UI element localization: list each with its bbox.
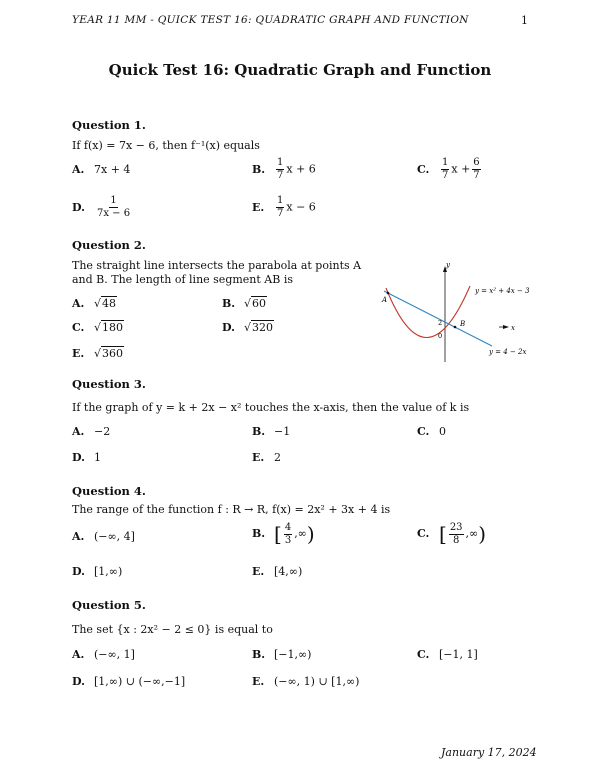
q2-option-e[interactable]	[72, 347, 124, 360]
q4-option-e[interactable]	[252, 565, 302, 578]
fraction-denominator: 7	[277, 208, 284, 219]
left-bracket: [	[439, 522, 447, 546]
question-5-stem: The set {x : 2x² − 2 ≤ 0} is equal to	[72, 623, 273, 636]
option-label: E.	[252, 675, 265, 688]
fraction	[96, 196, 131, 219]
option-label: C.	[417, 162, 430, 176]
question-5-heading: Question 5.	[72, 598, 146, 612]
q4-option-a[interactable]	[72, 530, 135, 543]
fraction-denominator: 7x − 6	[97, 208, 131, 219]
fraction	[472, 158, 480, 181]
fraction-denominator: 7	[277, 170, 284, 181]
right-paren: )	[306, 522, 315, 546]
option-text: x − 6	[286, 200, 316, 214]
question-4-heading: Question 4.	[72, 484, 146, 498]
radicand: 60	[252, 297, 267, 310]
question-2-stem-line-1: The straight line intersects the parabola at points A	[72, 259, 362, 272]
fraction-denominator: 8	[452, 534, 460, 546]
square-root: √48	[94, 297, 117, 310]
q2-option-c[interactable]	[72, 321, 124, 334]
option-label: C.	[417, 648, 430, 661]
q4-option-d[interactable]	[72, 565, 122, 578]
radicand: 320	[252, 321, 274, 334]
fraction	[449, 523, 464, 546]
tick-label: 2	[438, 319, 443, 327]
q4-option-c[interactable]	[417, 522, 486, 546]
right-paren: )	[478, 522, 487, 546]
page-number: 1	[521, 14, 528, 27]
question-4-stem: The range of the function f : R → R, f(x) = 2x² + 3x + 4 is	[72, 503, 391, 516]
y-axis-label: y	[446, 261, 450, 269]
q2-option-d[interactable]	[222, 321, 274, 334]
option-label: C.	[417, 425, 430, 438]
option-text: x + 6	[286, 162, 316, 176]
radicand: 180	[102, 321, 124, 334]
q5-option-d[interactable]	[72, 675, 185, 688]
q2-option-a[interactable]	[72, 297, 117, 310]
q4-option-b[interactable]	[252, 522, 315, 546]
question-3-heading: Question 3.	[72, 377, 146, 391]
q3-option-a[interactable]	[72, 425, 110, 438]
x-axis-label: x	[511, 324, 515, 332]
point-b-marker	[454, 326, 457, 329]
q3-option-b[interactable]	[252, 425, 290, 438]
radicand: 48	[102, 297, 117, 310]
q2-option-b[interactable]	[222, 297, 267, 310]
option-label: C.	[417, 527, 430, 540]
footer-date: January 17, 2024	[441, 746, 537, 759]
option-text: [1,∞)	[94, 565, 123, 578]
option-text: −1	[274, 425, 291, 438]
fraction-numerator: 4	[284, 521, 292, 533]
option-label: A.	[72, 297, 85, 310]
origin-label: 0	[438, 332, 443, 340]
square-root: √320	[244, 321, 274, 334]
option-label: B.	[252, 425, 266, 438]
fraction-numerator: 1	[277, 195, 284, 206]
option-label: E.	[252, 451, 265, 464]
option-text: x +	[451, 162, 471, 176]
q5-option-e[interactable]	[252, 675, 359, 688]
point-a-label: A	[382, 296, 388, 304]
option-text: ,∞	[294, 527, 307, 540]
fraction-numerator: 1	[277, 157, 284, 168]
fraction-numerator: 23	[449, 521, 463, 533]
option-label: A.	[72, 163, 85, 176]
point-a-marker	[387, 292, 390, 295]
option-text: 7x + 4	[94, 163, 131, 176]
q3-option-e[interactable]	[252, 451, 281, 464]
option-label: D.	[72, 565, 85, 578]
question-2-heading: Question 2.	[72, 238, 146, 252]
option-text: ,∞	[465, 527, 479, 540]
option-text: [−1, 1]	[439, 648, 478, 661]
option-label: A.	[72, 530, 85, 543]
option-label: D.	[72, 200, 85, 214]
option-label: B.	[222, 297, 236, 310]
option-label: B.	[252, 162, 266, 176]
square-root: √360	[94, 347, 124, 360]
radicand: 360	[102, 347, 124, 360]
option-label: C.	[72, 321, 85, 334]
q3-option-d[interactable]	[72, 451, 101, 464]
option-label: D.	[72, 675, 85, 688]
q1-option-b[interactable]	[252, 158, 316, 181]
fraction-numerator: 1	[442, 157, 449, 168]
q1-option-c[interactable]	[417, 158, 483, 181]
option-text: [−1,∞)	[274, 648, 312, 661]
option-text: [1,∞) ∪ (−∞,−1]	[94, 675, 186, 688]
fraction-denominator: 3	[284, 534, 292, 546]
option-label: E.	[72, 347, 85, 360]
parabola-equation-label: y = x² + 4x − 3	[475, 287, 530, 295]
option-label: A.	[72, 425, 85, 438]
option-text: 1	[94, 451, 101, 464]
page-title: Quick Test 16: Quadratic Graph and Function	[108, 61, 492, 79]
point-b-label: B	[460, 320, 466, 328]
q1-option-a[interactable]	[72, 163, 130, 176]
option-text: (−∞, 1]	[94, 648, 135, 661]
square-root: √60	[244, 297, 267, 310]
question-1-heading: Question 1.	[72, 118, 146, 132]
q1-option-d[interactable]	[72, 196, 133, 219]
fraction	[276, 158, 284, 181]
q5-option-c[interactable]	[417, 648, 478, 661]
option-label: D.	[222, 321, 235, 334]
option-label: E.	[252, 200, 265, 214]
fraction	[276, 196, 284, 219]
option-text: −2	[94, 425, 111, 438]
option-text: 2	[274, 451, 281, 464]
q5-option-b[interactable]	[252, 648, 311, 661]
left-bracket: [	[274, 522, 282, 546]
square-root: √180	[94, 321, 124, 334]
question-2-stem-line-2: and B. The length of line segment AB is	[72, 273, 293, 286]
q1-option-e[interactable]	[252, 196, 316, 219]
parabola-line-graph	[376, 258, 536, 366]
fraction-denominator: 7	[473, 170, 480, 181]
option-label: A.	[72, 648, 85, 661]
fraction-numerator: 6	[473, 157, 480, 168]
option-label: E.	[252, 565, 265, 578]
parabola-curve	[386, 286, 470, 338]
q3-option-c[interactable]	[417, 425, 446, 438]
option-text: (−∞, 4]	[94, 530, 135, 543]
option-text: 0	[439, 425, 446, 438]
x-axis-arrow	[503, 325, 509, 329]
q5-option-a[interactable]	[72, 648, 135, 661]
running-header: YEAR 11 MM - QUICK TEST 16: QUADRATIC GRAPH AND FUNCTION	[72, 14, 469, 26]
option-text: (−∞, 1) ∪ [1,∞)	[274, 675, 360, 688]
fraction	[441, 158, 449, 181]
fraction-denominator: 7	[442, 170, 449, 181]
fraction	[284, 523, 292, 546]
line-equation-label: y = 4 − 2x	[489, 348, 527, 356]
option-label: B.	[252, 527, 266, 540]
option-label: D.	[72, 451, 85, 464]
option-text: [4,∞)	[274, 565, 303, 578]
question-3-stem: If the graph of y = k + 2x − x² touches the x-axis, then the value of k is	[72, 401, 470, 414]
option-label: B.	[252, 648, 266, 661]
fraction-numerator: 1	[110, 195, 117, 206]
question-1-stem: If f(x) = 7x − 6, then f⁻¹(x) equals	[72, 139, 260, 152]
